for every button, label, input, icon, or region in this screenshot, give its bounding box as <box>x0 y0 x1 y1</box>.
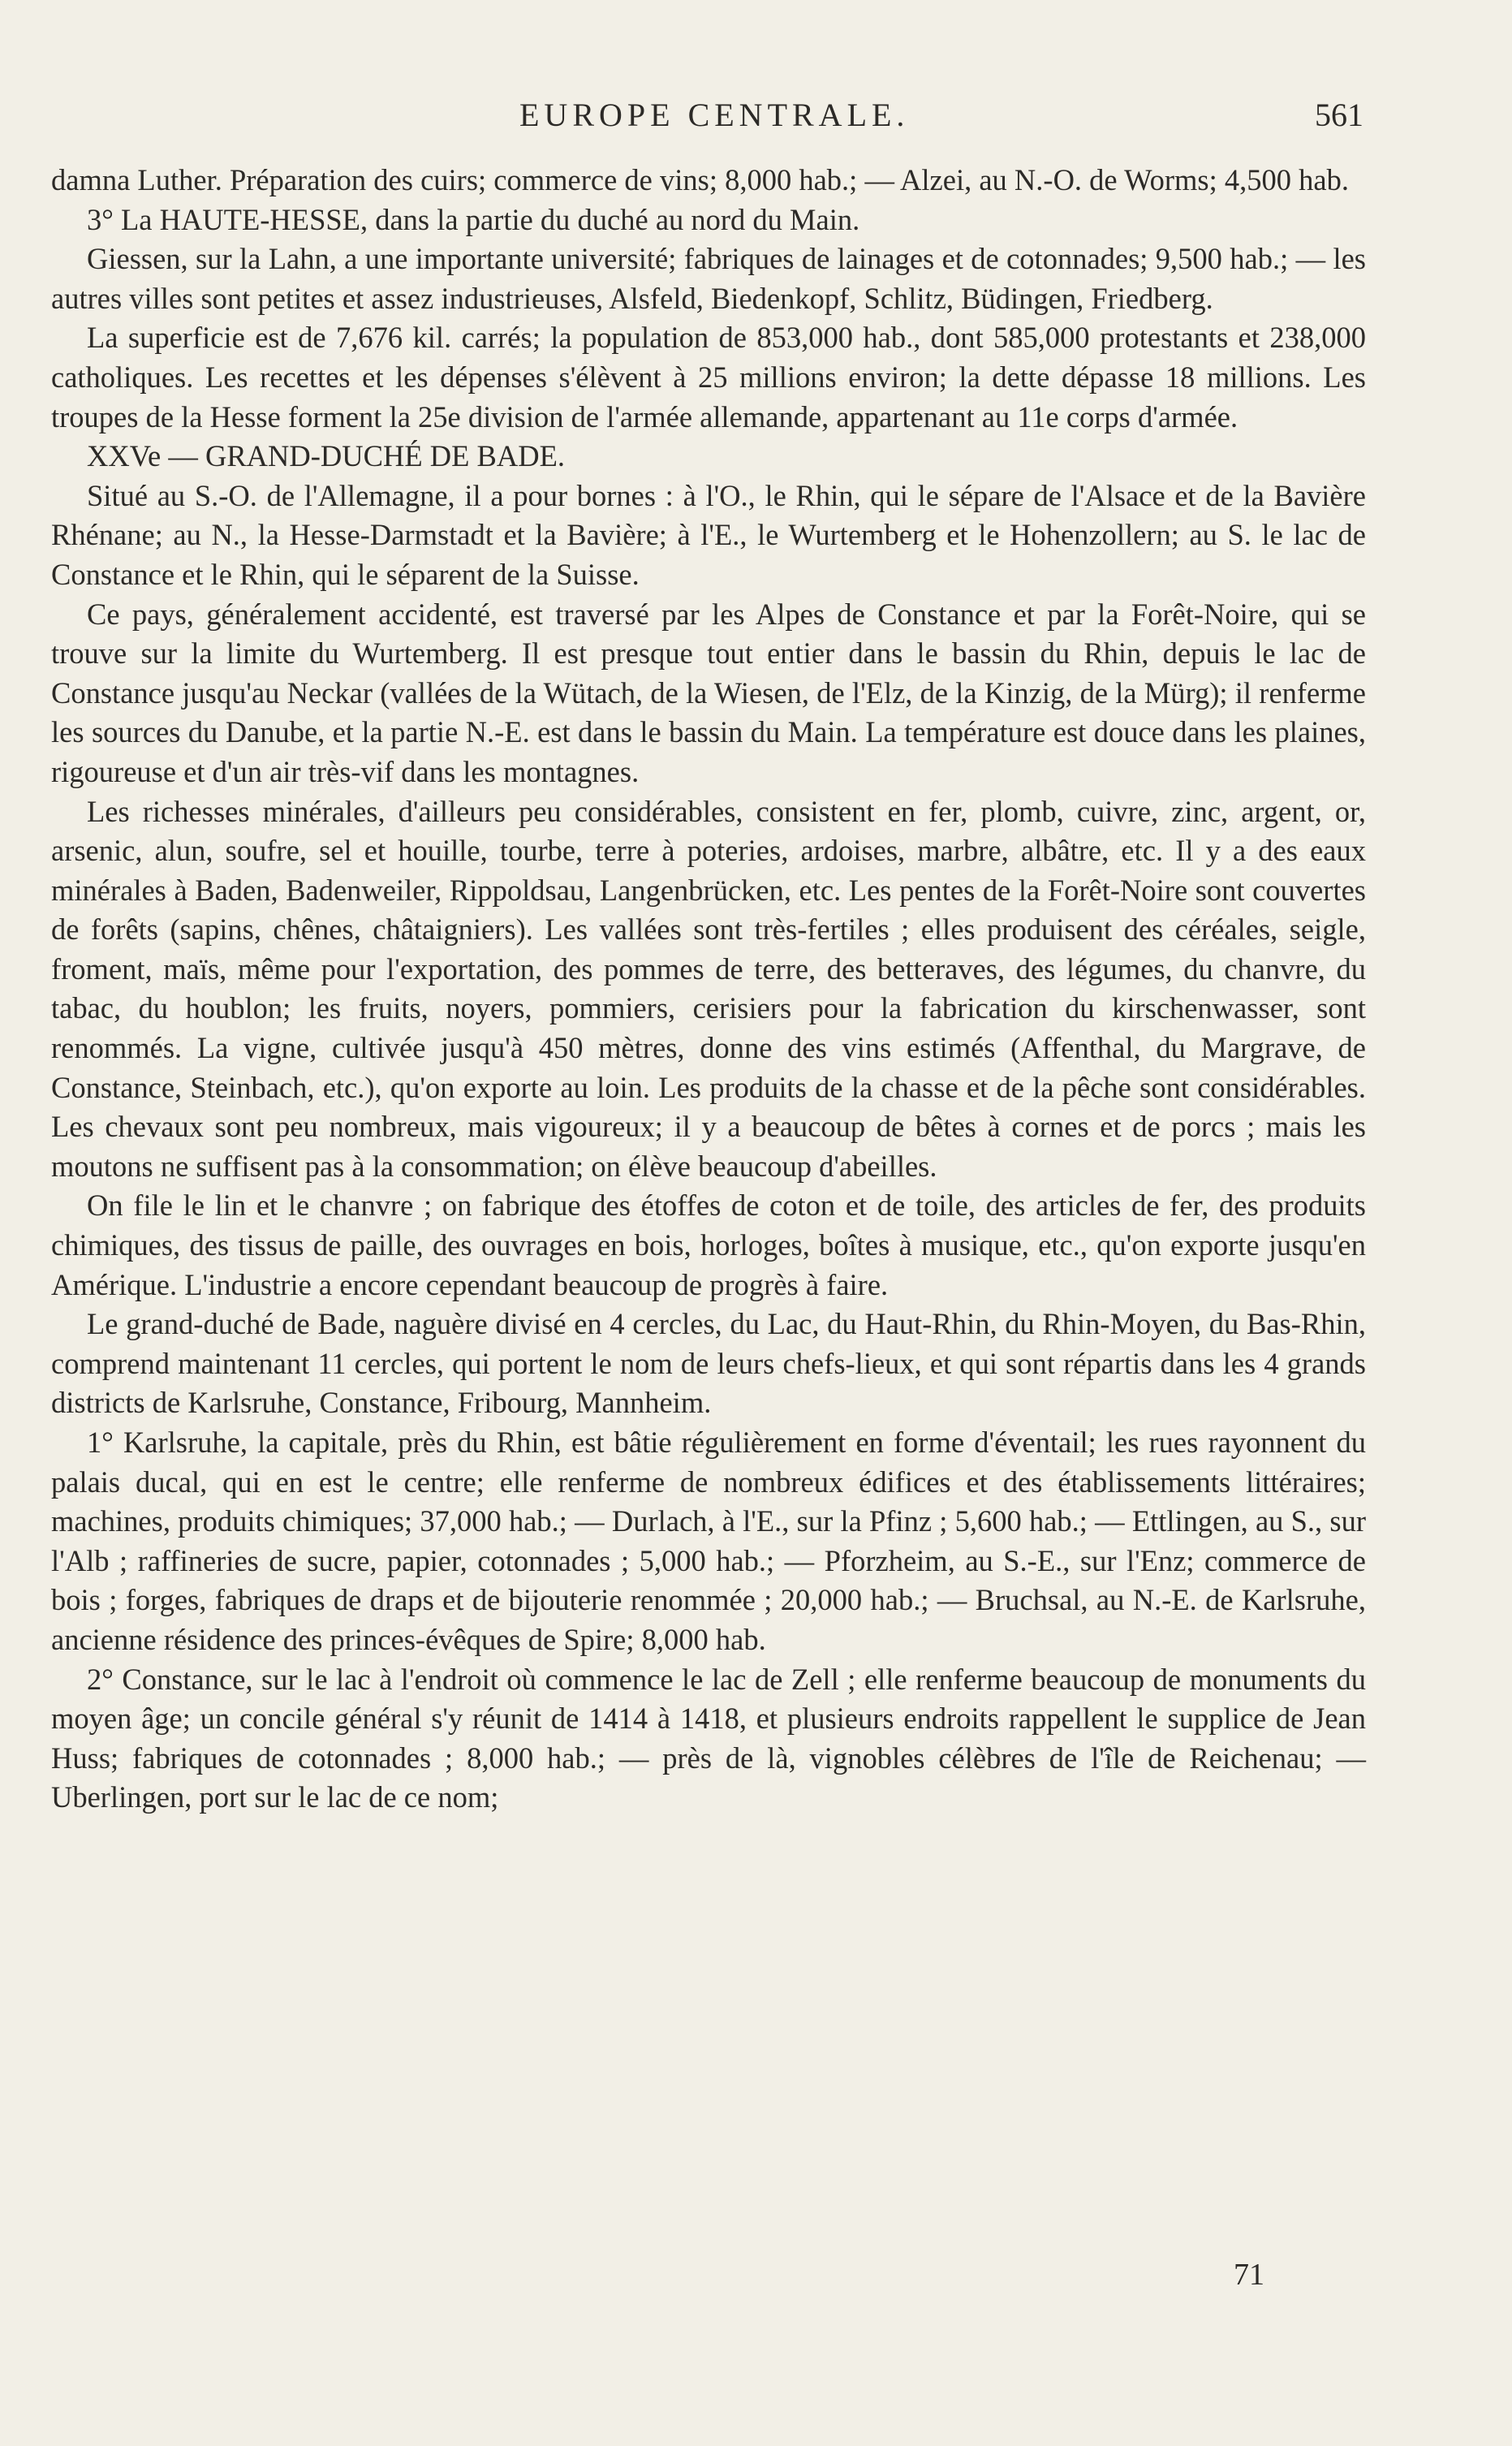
paragraph: Ce pays, généralement accidenté, est traversé par les Alpes de Constance et par la Forêt-Noire, qui se trouve sur la limite du Wurtemberg. Il est presque tout entier dans le bassin du Rhin, depuis le lac de Constance jusqu'au Neckar (vallées de la Wütach, de la Wiesen, de l'Elz, de la Kinzig, de la Mürg); il renferme les sources du Danube, et la partie N.-E. est dans le bassin du Main. La température est douce dans les plaines, rigoureuse et d'un air très-vif dans les montagnes. <box>51 597 1366 788</box>
paragraph: 3° La HAUTE-HESSE, dans la partie du duché au nord du Main. <box>87 202 860 236</box>
body-text <box>51 161 1366 1818</box>
running-title: EUROPE CENTRALE. <box>519 97 910 133</box>
paragraph: 2° Constance, sur le lac à l'endroit où commence le lac de Zell ; elle renferme beaucoup de monuments du moyen âge; un concile général s'y réunit de 1414 à 1418, et plusieurs endroits rappellent le supplice de Jean Huss; fabriques de cotonnades ; 8,000 hab.; — près de là, vignobles célèbres de l'île de Reichenau; — Uberlingen, port sur le lac de ce nom; <box>51 1662 1366 1814</box>
page-header <box>0 96 1512 145</box>
page-number: 561 <box>1315 97 1363 133</box>
paragraph: La superficie est de 7,676 kil. carrés; la population de 853,000 hab., dont 585,000 protestants et 238,000 catholiques. Les recettes et les dépenses s'élèvent à 25 millions environ; la dette dépasse 18 millions. Les troupes de la Hesse forment la 25e division de l'armée allemande, appartenant au 11e corps d'armée. <box>51 321 1366 434</box>
paragraph: Situé au S.-O. de l'Allemagne, il a pour bornes : à l'O., le Rhin, qui le sépare de l'Alsace et de la Bavière Rhénane; au N., la Hesse-Darmstadt et la Bavière; à l'E., le Wurtemberg et le Hohenzollern; au S. le lac de Constance et le Rhin, qui le séparent de la Suisse. <box>51 478 1366 591</box>
signature-mark: 71 <box>1234 2258 1264 2292</box>
paragraph: 1° Karlsruhe, la capitale, près du Rhin, est bâtie régulièrement en forme d'éventail; les rues rayonnent du palais ducal, qui en est le centre; elle renferme de nombreux édifices et des établissements littéraires; machines, produits chimiques; 37,000 hab.; — Durlach, à l'E., sur la Pfinz ; 5,600 hab.; — Ettlingen, au S., sur l'Alb ; raffineries de sucre, papier, cotonnades ; 5,000 hab.; — Pforzheim, au S.-E., sur l'Enz; commerce de bois ; forges, fabriques de draps et de bijouterie renommée ; 20,000 hab.; — Bruchsal, au N.-E. de Karlsruhe, ancienne résidence des princes-évêques de Spire; 8,000 hab. <box>51 1426 1366 1656</box>
paragraph: Le grand-duché de Bade, naguère divisé en 4 cercles, du Lac, du Haut-Rhin, du Rhin-Moyen, du Bas-Rhin, comprend maintenant 11 cercles, qui portent le nom de leurs chefs-lieux, et qui sont répartis dans les 4 grands districts de Karlsruhe, Constance, Fribourg, Mannheim. <box>51 1307 1366 1420</box>
paragraph: Giessen, sur la Lahn, a une importante université; fabriques de lainages et de cotonnades; 9,500 hab.; — les autres villes sont petites et assez industrieuses, Alsfeld, Biedenkopf, Schlitz, Büdingen, Friedberg. <box>51 242 1366 315</box>
paragraph: Les richesses minérales, d'ailleurs peu considérables, consistent en fer, plomb, cuivre, zinc, argent, or, arsenic, alun, soufre, sel et houille, tourbe, terre à poteries, ardoises, marbre, albâtre, etc. Il y a des eaux minérales à Baden, Badenweiler, Rippoldsau, Langenbrücken, etc. Les pentes de la Forêt-Noire sont couvertes de forêts (sapins, chênes, châtaigniers). Les vallées sont très-fertiles ; elles produisent des céréales, seigle, froment, maïs, même pour l'exportation, des pommes de terre, des betteraves, des légumes, du chanvre, du tabac, du houblon; les fruits, noyers, pommiers, cerisiers pour la fabrication du kirschenwasser, sont renommés. La vigne, cultivée jusqu'à 450 mètres, donne des vins estimés (Affenthal, du Margrave, de Constance, Steinbach, etc.), qu'on exporte au loin. Les produits de la chasse et de la pêche sont considérables. Les chevaux sont peu nombreux, mais vigoureux; il y a beaucoup de bêtes à cornes et de porcs ; mais les moutons ne suffisent pas à la consommation; on élève beaucoup d'abeilles. <box>51 794 1366 1183</box>
paragraph: damna Luther. Préparation des cuirs; commerce de vins; 8,000 hab.; — Alzei, au N.-O. de Worms; 4,500 hab. <box>51 163 1349 196</box>
paragraph: On file le lin et le chanvre ; on fabrique des étoffes de coton et de toile, des articles de fer, des produits chimiques, des tissus de paille, des ouvrages en bois, horloges, boîtes à musique, etc., qu'on exporte jusqu'en Amérique. L'industrie a encore cependant beaucoup de progrès à faire. <box>51 1188 1366 1301</box>
section-heading: XXVe — GRAND-DUCHÉ DE BADE. <box>87 439 566 473</box>
